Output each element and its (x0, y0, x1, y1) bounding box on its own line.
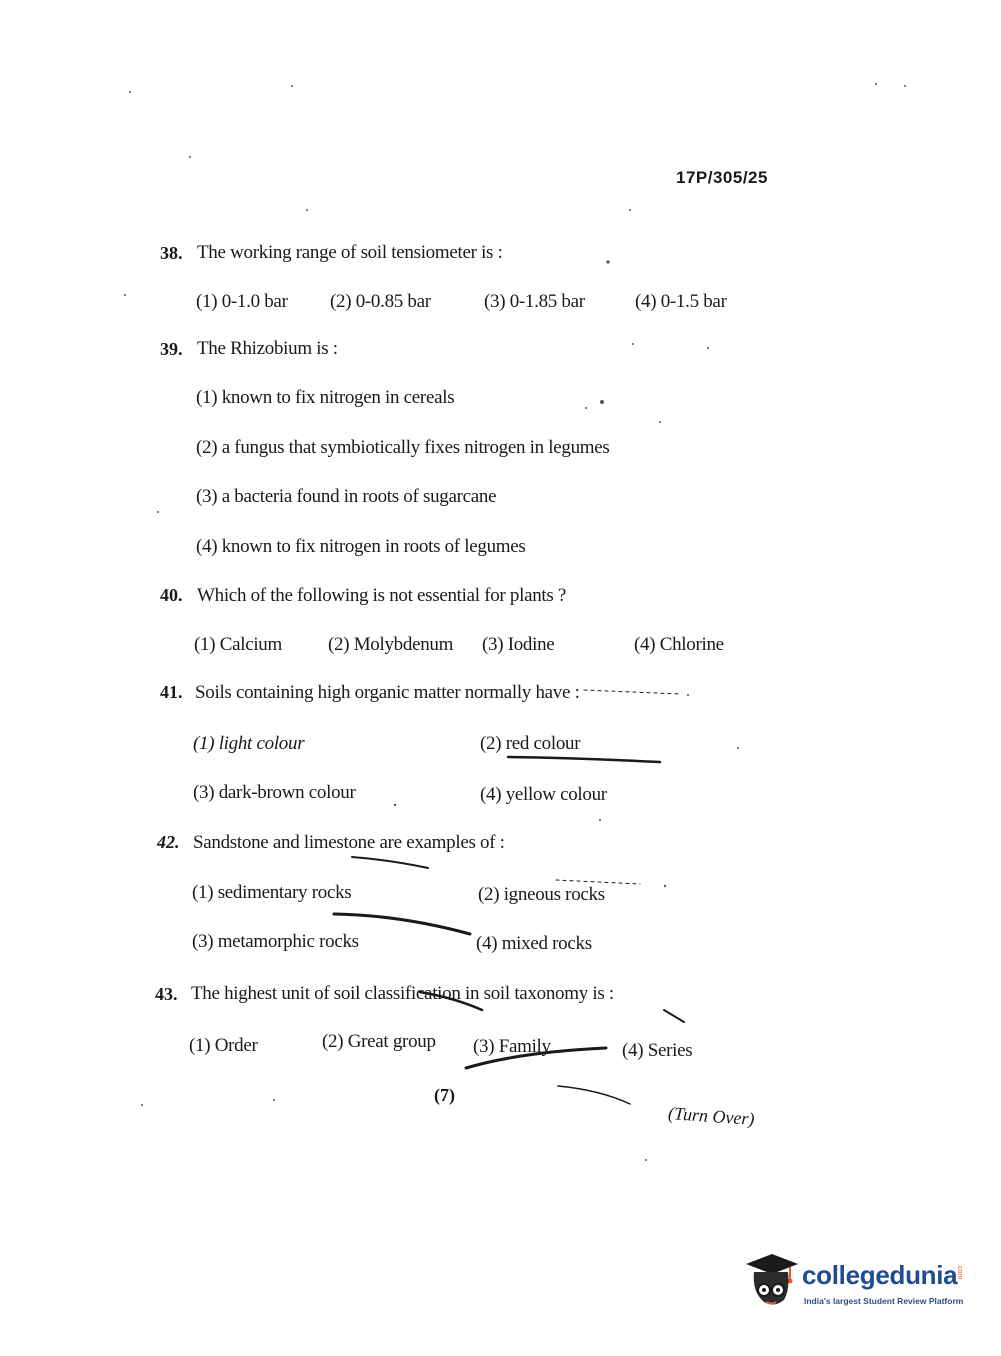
question-text: Which of the following is not essential for plants ? (197, 585, 567, 606)
logo-wordmark: collegedunia (802, 1260, 958, 1290)
option: (1) light colour (193, 733, 305, 754)
question-number: 43. (155, 984, 178, 1004)
option: (2) igneous rocks (478, 884, 605, 905)
question-text: Sandstone and limestone are examples of : (193, 832, 505, 853)
option: (2) Molybdenum (328, 634, 454, 655)
student-mascot-icon (742, 1250, 800, 1310)
option: (3) Family (473, 1036, 551, 1057)
option: (1) sedimentary rocks (192, 882, 352, 903)
option: (4) known to fix nitrogen in roots of legumes (196, 536, 526, 557)
option: (2) a fungus that symbiotically fixes nitrogen in legumes (196, 437, 610, 458)
option: (3) Iodine (482, 634, 555, 655)
option: (2) Great group (322, 1031, 436, 1052)
option: (4) Series (622, 1040, 693, 1061)
option: (1) Calcium (194, 634, 282, 655)
question-number: 42. (157, 832, 180, 852)
logo-tagline: India's largest Student Review Platform (804, 1296, 964, 1306)
option: (1) known to fix nitrogen in cereals (196, 387, 455, 408)
option: (1) Order (189, 1035, 258, 1056)
turn-over-note: (Turn Over) (667, 1103, 756, 1129)
option: (3) 0-1.85 bar (484, 291, 585, 312)
paper-code: 17P/305/25 (676, 168, 768, 187)
question-text: Soils containing high organic matter normally have : (195, 682, 580, 703)
page-number: (7) (434, 1085, 455, 1105)
option: (2) red colour (480, 733, 581, 754)
question-text: The highest unit of soil classification in soil taxonomy is : (191, 983, 614, 1004)
collegedunia-logo (742, 1250, 972, 1316)
option: (4) mixed rocks (476, 933, 592, 954)
question-number: 38. (160, 243, 183, 263)
option: (1) 0-1.0 bar (196, 291, 288, 312)
question-number: 39. (160, 339, 183, 359)
logo-suffix: .com (956, 1264, 963, 1280)
option: (3) metamorphic rocks (192, 931, 359, 952)
option: (4) Chlorine (634, 634, 724, 655)
option: (3) a bacteria found in roots of sugarcane (196, 486, 497, 507)
question-text: The working range of soil tensiometer is : (197, 242, 503, 263)
option: (4) 0-1.5 bar (635, 291, 727, 312)
option: (4) yellow colour (480, 784, 607, 805)
question-number: 40. (160, 585, 183, 605)
question-text: The Rhizobium is : (197, 338, 338, 359)
question-number: 41. (160, 682, 183, 702)
option: (3) dark-brown colour (193, 782, 356, 803)
option: (2) 0-0.85 bar (330, 291, 431, 312)
